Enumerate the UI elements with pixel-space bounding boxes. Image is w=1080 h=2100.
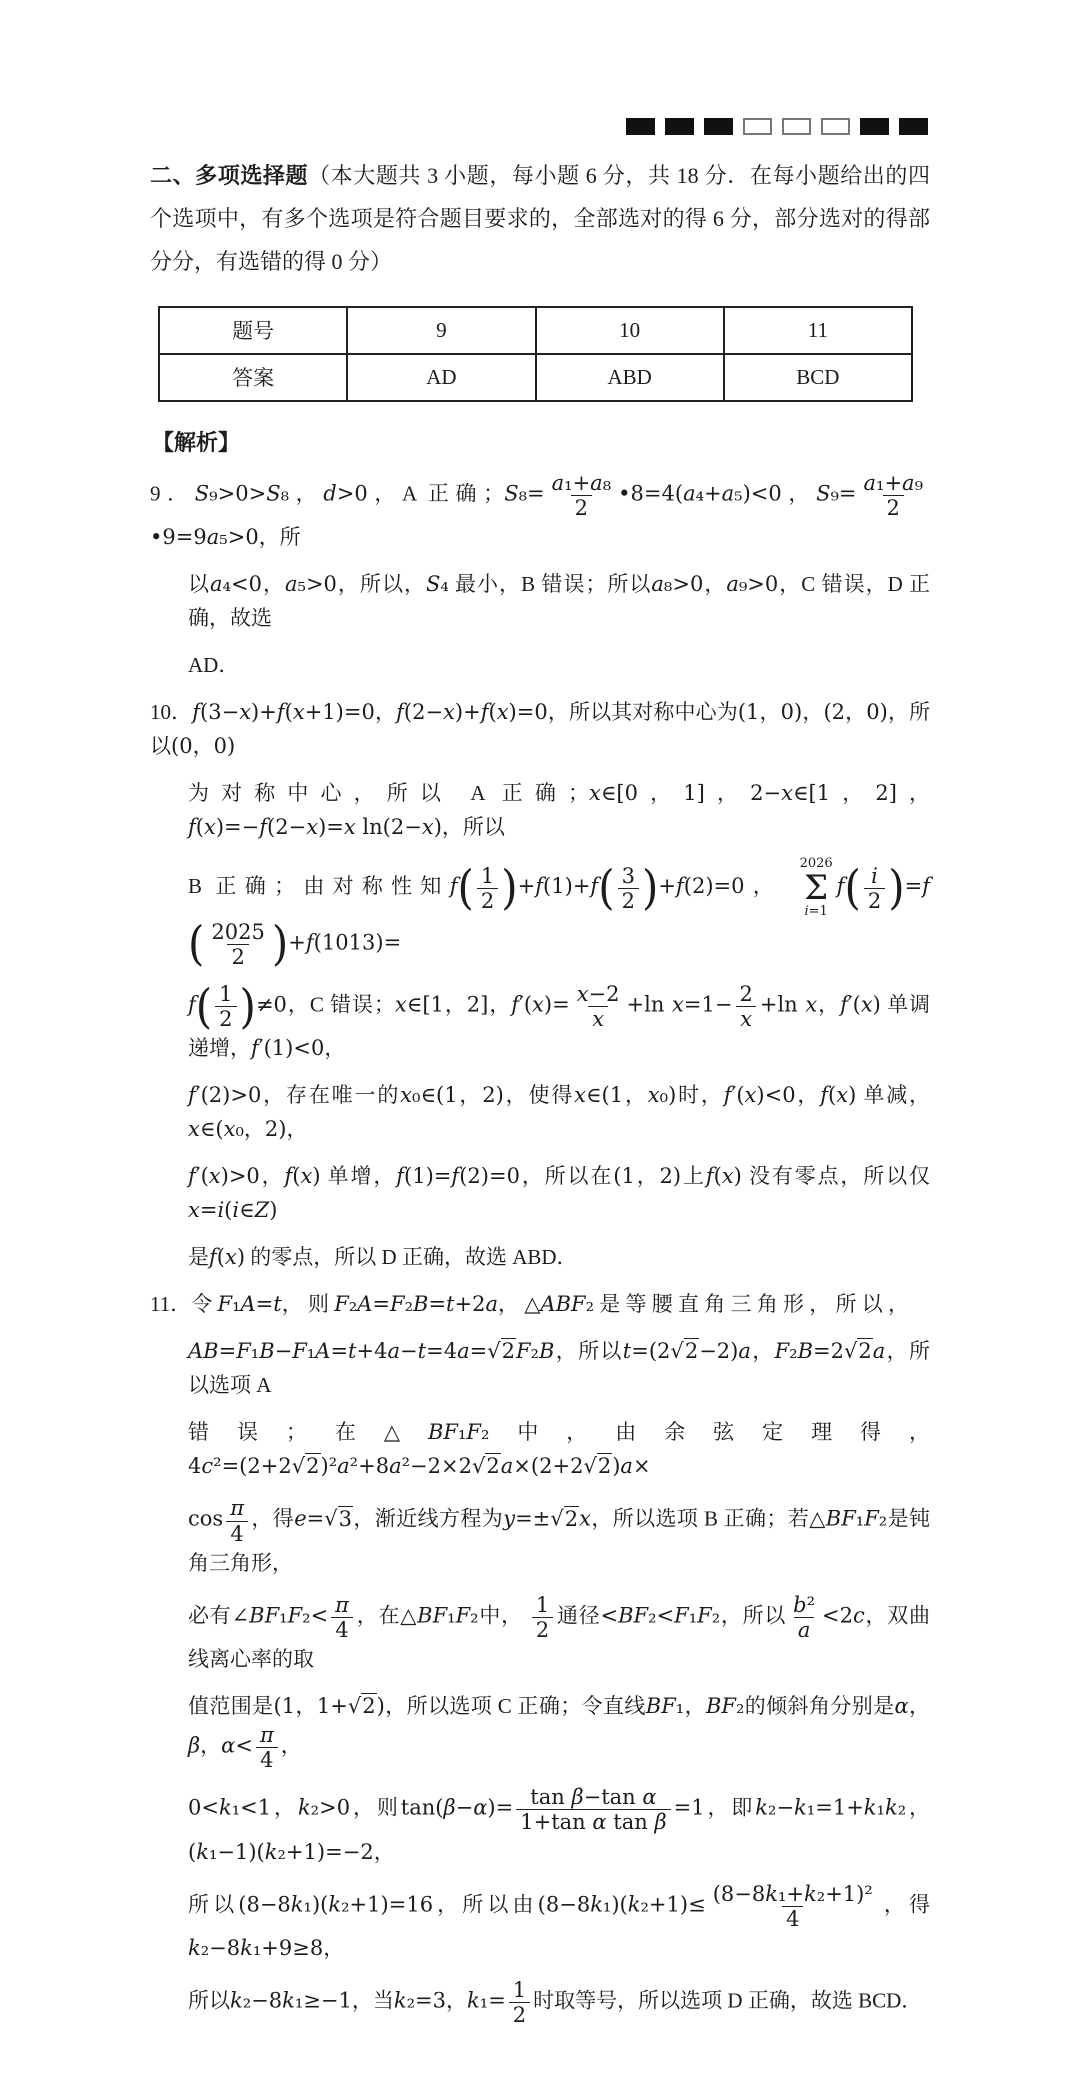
solution-line [150, 695, 930, 763]
math-run: k₂>0 [297, 1795, 351, 1820]
analysis-label: 【解析】 [152, 429, 241, 455]
text-run: ， [908, 1694, 931, 1718]
math-run: f(x) [705, 1164, 742, 1189]
text-run: ， [374, 700, 397, 725]
solution-item-11 [150, 1287, 930, 2027]
solution-line [188, 1882, 930, 1965]
math-run: x [579, 1506, 591, 1531]
math-run: 0<k₁<1 [188, 1795, 272, 1820]
math-run: f′(2)>0 [188, 1083, 262, 1108]
math-run: AB=F₁B−F₁A=t+4a−t=4a= [188, 1339, 488, 1364]
fraction: $\frac{1}{2}$ [477, 864, 498, 913]
text-run: ， [781, 481, 817, 506]
text-run: ， [684, 1694, 706, 1718]
solution-item-9 [150, 471, 930, 682]
registration-mark-empty [821, 118, 850, 135]
text-run: ，得 [251, 1506, 295, 1531]
text-run: ，所以选项 A [188, 1339, 930, 1398]
text-run: 时， [676, 1083, 724, 1108]
math-run: (8−8k₁)(k₂+1)≤ [537, 1892, 706, 1917]
fraction: $\frac{\text{b²}}{a}$ [793, 1592, 816, 1642]
square-root: √2 [670, 1339, 699, 1364]
math-run: f′(x)>0 [188, 1164, 260, 1189]
square-root: √2 [347, 1694, 376, 1718]
text-run: AD． [188, 653, 240, 677]
text-run: ， [795, 1083, 821, 1108]
table-row [159, 354, 912, 401]
math-run: x∈[0，1] [589, 781, 705, 806]
text-run: 单增， [320, 1164, 397, 1189]
text-run: ，即 [704, 1795, 756, 1820]
math-run: x∈(1，x₀) [574, 1083, 677, 1108]
math-run: +f(2)=0 [658, 874, 745, 899]
solution-line [188, 1078, 930, 1146]
fraction: $\frac{1}{2}$ [509, 1978, 530, 2027]
text-run: ， [896, 781, 931, 806]
math-run: (8−8k₁)(k₂+1)=16 [238, 1892, 434, 1917]
math-run: F₂B=2 [774, 1339, 845, 1364]
solution-line [188, 648, 930, 682]
math-run: F₁A=t [217, 1292, 282, 1317]
math-run: +ln x=1− [626, 992, 733, 1017]
solution-line [188, 1593, 930, 1676]
solution-line [188, 1240, 930, 1274]
solution-line [188, 1415, 930, 1483]
text-run: ，所以 [441, 815, 505, 840]
registration-mark-filled [899, 118, 928, 135]
math-run: f [188, 992, 196, 1017]
solution-line [188, 856, 930, 972]
math-run: y=± [503, 1506, 551, 1531]
registration-mark-filled [704, 118, 733, 135]
math-run: (1，1+ [273, 1694, 348, 1718]
math-run: x=i(i∈Z) [188, 1198, 278, 1223]
text-run: ，在 [355, 1603, 401, 1628]
table-cell: 10 [536, 307, 724, 354]
math-run: a₄<0 [210, 571, 262, 596]
math-run: S₉= [816, 481, 857, 506]
section-heading-title: 二、多项选择题 [150, 163, 309, 188]
math-run: △ABF₂ [524, 1292, 595, 1317]
registration-mark-filled [626, 118, 655, 135]
math-run: F₂A=F₂B=t+2a [334, 1292, 499, 1317]
table-cell: 题号 [159, 307, 347, 354]
text-run: 是 [188, 1245, 209, 1270]
math-run: α [894, 1694, 909, 1718]
square-root: √2 [844, 1339, 872, 1364]
text-run: ，所以选项 B 正确；若 [590, 1506, 810, 1531]
text-run: ， [802, 700, 824, 725]
registration-mark-empty [782, 118, 811, 135]
answer-table [158, 306, 913, 402]
text-run: 9． [150, 481, 195, 506]
math-run: BF₁ [645, 1694, 685, 1718]
solution-line [188, 567, 930, 635]
text-run: ， [704, 781, 751, 806]
solution-line [188, 1159, 930, 1227]
text-run: 11．令 [150, 1292, 218, 1317]
table-cell: 11 [724, 307, 912, 354]
math-run: △BF₁F₂ [809, 1506, 888, 1531]
solution-line [188, 1334, 930, 1402]
math-run: f′(x)= [511, 992, 570, 1017]
text-run: B 正确；由对称性知 [188, 874, 450, 899]
math-run: f′(x) [840, 992, 881, 1017]
fraction: $\frac{3}{2}$ [618, 864, 639, 913]
math-run: (2，0) [823, 700, 888, 725]
math-run: (1，0) [737, 700, 803, 725]
math-run: 4c²=(2+2 [188, 1454, 292, 1479]
text-run: ， [373, 1839, 395, 1864]
text-run: 时取等号，所以选项 D 正确，故选 BCD． [533, 1988, 923, 2013]
math-run: ∠BF₁F₂< [231, 1603, 329, 1628]
math-run: (1，2) [613, 1164, 682, 1189]
registration-mark-filled [860, 118, 889, 135]
registration-mark-empty [743, 118, 772, 135]
text-run: 10． [150, 700, 193, 725]
text-run: ，所以 [150, 700, 931, 759]
text-run: 中，由余弦定理得， [489, 1420, 931, 1445]
table-cell: ABD [536, 354, 724, 401]
fraction: $\frac{\pi}{4}$ [331, 1593, 353, 1642]
solution-line [188, 1785, 930, 1868]
text-run: ，渐近线方程为 [353, 1506, 504, 1531]
math-run: e= [294, 1506, 325, 1531]
text-run: 中， [478, 1603, 529, 1628]
fraction: $\frac{i}{2}$ [864, 864, 885, 913]
math-run: f′(1)<0 [251, 1036, 325, 1061]
text-run: ， [271, 1795, 298, 1820]
math-run: )a× [612, 1454, 651, 1479]
solution-line [188, 1689, 930, 1772]
math-run: f(x) [209, 1245, 246, 1270]
parenthesized-fraction: ( $\frac{1}{2}$ ) [195, 978, 256, 1034]
text-run: ，所以， [336, 571, 426, 596]
text-run: ， [259, 1164, 285, 1189]
solutions-container [150, 471, 930, 2028]
parenthesized-fraction: ( $\frac{1}{2}$ ) [457, 860, 518, 916]
solution-line [188, 978, 931, 1065]
math-run: <BF₂<F₁F₂ [600, 1603, 721, 1628]
section-heading-rest: （本大题共 3 小题，每小题 6 分，共 18 分．在每小题给出的四个选项中，有多个选项是符合题目要求的，全部选对的得 6 分，部分选对的得部分分，有选错的得 0 分） [150, 163, 930, 274]
math-run: S₈= [504, 481, 545, 506]
fraction: $\frac{\pi}{4}$ [226, 1496, 248, 1545]
math-run: k₂−8k₁≥−1 [230, 1988, 352, 2013]
solution-line [150, 1287, 930, 1321]
math-run: −2)a [699, 1339, 751, 1364]
text-run: ， [498, 1292, 525, 1317]
math-run: 2−x∈[1，2] [750, 781, 897, 806]
text-run: 值范围是 [188, 1694, 274, 1718]
text-run: ， [324, 1036, 346, 1061]
text-run: ，使得 [503, 1083, 575, 1108]
math-run: f′(x)<0 [723, 1083, 796, 1108]
text-run: ， [817, 992, 841, 1017]
table-cell: AD [347, 354, 535, 401]
text-run: ，存在唯一的 [261, 1083, 401, 1108]
text-run: 所以 [188, 1988, 230, 2013]
text-run: 的零点，所以 D 正确，故选 ABD． [245, 1245, 578, 1270]
math-run: ) [376, 1694, 385, 1718]
math-run: +ln x [759, 992, 818, 1017]
math-run: f(1)=f(2)=0 [396, 1164, 520, 1189]
text-run: 所以 [188, 1892, 239, 1917]
solution-line [188, 1978, 930, 2027]
fraction: $\frac{\text{(8−8k₁+k₂+1)²}}{4}$ [712, 1881, 873, 1931]
text-run: 是 等 腰 直 角 三 角 形 ， 所 以 ， [594, 1292, 910, 1317]
math-run: β [188, 1733, 201, 1758]
fraction: $\frac{2025}{2}$ [211, 919, 265, 969]
math-run: S₉>0>S₈ [194, 481, 289, 506]
text-run: ， [703, 571, 727, 596]
parenthesized-fraction: ( $\frac{3}{2}$ ) [598, 860, 659, 916]
text-run: ， [261, 571, 285, 596]
math-run: )²a²+8a²−2×2 [320, 1454, 472, 1479]
math-run: •8=4(a₄+a₅)<0 [618, 481, 782, 506]
text-run: 错误；在 [188, 1420, 384, 1445]
text-run: ，A 正确； [367, 481, 505, 506]
text-run: ，双曲线离心率的取 [188, 1603, 931, 1671]
text-run: 以 [188, 571, 211, 596]
math-run: (0，0) [171, 734, 236, 759]
section-heading [150, 155, 930, 284]
math-run: t=(2 [622, 1339, 671, 1364]
registration-mark-filled [665, 118, 694, 135]
text-run: ，当 [351, 1988, 394, 2013]
text-run: ， 则 [281, 1292, 335, 1317]
math-run: α< [221, 1733, 253, 1758]
fraction: $\frac{2}{x}$ [735, 982, 756, 1031]
text-run: ，所以 [720, 1603, 787, 1628]
square-root: √2 [487, 1339, 515, 1364]
math-run: f(x) [820, 1083, 857, 1108]
fraction: $\frac{\pi}{4}$ [256, 1723, 278, 1772]
solution-item-10 [150, 695, 930, 1274]
math-run: x∈(x₀，2) [188, 1117, 287, 1142]
fraction: $\frac{x-2}{x}$ [576, 981, 620, 1032]
text-run: ，所以选项 C 正确；令直线 [384, 1694, 646, 1718]
text-run: ，所以由 [433, 1892, 538, 1917]
math-run: k₂−k₁=1+k₁k₂ [755, 1795, 907, 1820]
text-run: 上 [681, 1164, 706, 1189]
square-root: √2 [471, 1454, 500, 1479]
text-run: ， [200, 1733, 222, 1758]
text-run: ，C 错误； [286, 992, 395, 1017]
text-run: ， [906, 1795, 931, 1820]
text-run: 没有零点，所以仅 [741, 1164, 930, 1189]
text-run: 单调递增， [188, 992, 931, 1061]
math-run: BF₂ [705, 1694, 745, 1718]
math-run: (k₁−1)(k₂+1)=−2 [188, 1839, 374, 1864]
text-run: ，得 [879, 1892, 931, 1917]
fraction: $\frac{\text{tan β−tan α}}{\text{1+tan α tan β}}$ [516, 1785, 670, 1834]
math-run: cos [188, 1506, 224, 1531]
math-run: tan(β−α)= [400, 1795, 514, 1820]
text-run: ，所 [258, 524, 301, 549]
math-run: k₂=3 [393, 1988, 447, 2013]
math-run: =1 [673, 1795, 705, 1820]
square-root: √2 [583, 1454, 612, 1479]
table-cell: 答案 [159, 354, 347, 401]
math-run: =f [904, 874, 930, 899]
solution-line [188, 1496, 930, 1579]
text-run: 为对称中心，所以 A 正确； [188, 781, 590, 806]
math-run: a₈>0 [651, 571, 704, 596]
math-run: S₄ [425, 571, 449, 596]
text-run: ， [446, 1988, 468, 2013]
math-run: f(2−x)+f(x)=0 [396, 700, 548, 725]
math-run: k₂−8k₁+9≥8 [188, 1935, 324, 1960]
square-root: √2 [550, 1506, 579, 1531]
fraction: $\frac{1}{2}$ [215, 982, 236, 1031]
math-run: f(3−x)+f(x+1)=0 [192, 700, 375, 725]
text-run: 最小，B 错误；所以 [448, 571, 652, 596]
square-root: √3 [324, 1506, 353, 1531]
text-run: 通径 [556, 1603, 601, 1628]
text-run: 是钝角三角形， [188, 1506, 931, 1575]
math-run: f(x) [284, 1164, 321, 1189]
solution-line [188, 776, 930, 844]
math-run: <2c [822, 1603, 865, 1628]
table-cell: BCD [724, 354, 912, 401]
text-run: ， [323, 1935, 345, 1960]
text-run: ， [286, 1117, 308, 1142]
fraction: $\frac{1}{2}$ [532, 1593, 553, 1642]
text-run: ，所以其对称中心为 [547, 700, 738, 725]
math-run: f [836, 874, 845, 899]
math-run: x₀∈(1，2) [400, 1083, 504, 1108]
math-run: d>0 [323, 481, 368, 506]
text-run: ， [750, 1339, 775, 1364]
table-cell: 9 [347, 307, 535, 354]
math-run: ≠0 [255, 992, 287, 1017]
fraction: $\frac{\text{a₁+a₉}}{2}$ [863, 470, 923, 520]
math-run: f(x)=−f(2−x)=x ln(2−x) [188, 815, 442, 840]
parenthesized-fraction: ( $\frac{2025}{2}$ ) [188, 916, 289, 972]
square-root: √2 [291, 1454, 320, 1479]
math-run: +f(1013)= [288, 930, 402, 955]
text-run: ，C 错误，D 正确，故选 [188, 571, 931, 630]
math-run: △BF₁F₂ [400, 1603, 479, 1628]
table-row [159, 307, 912, 354]
math-run: a×(2+2 [500, 1454, 584, 1479]
math-run: a₅>0 [284, 571, 337, 596]
summation-symbol: 2026 Σ i=1 [799, 856, 833, 920]
text-run: 单减， [856, 1083, 931, 1108]
text-run: ， [488, 992, 512, 1017]
math-run: a₉>0 [726, 571, 779, 596]
text-run: ，所以 [554, 1339, 623, 1364]
text-run: ， [744, 874, 796, 899]
text-run: ， [280, 1733, 302, 1758]
parenthesized-fraction: ( $\frac{i}{2}$ ) [844, 860, 905, 916]
solution-line [150, 471, 930, 554]
fraction: $\frac{\text{a₁+a₈}}{2}$ [551, 470, 612, 520]
math-run: a [872, 1339, 886, 1364]
math-run: •9=9a₅>0 [150, 524, 259, 549]
math-run: △BF₁F₂ [383, 1420, 490, 1445]
text-run: 必有 [188, 1603, 232, 1628]
text-run: ，所以在 [519, 1164, 614, 1189]
text-run: 的倾斜角分别是 [744, 1694, 895, 1718]
registration-marks [150, 118, 928, 135]
text-run: ，则 [350, 1795, 401, 1820]
math-run: f [449, 874, 458, 899]
math-run: F₂B [515, 1339, 555, 1364]
math-run: x∈[1，2] [394, 992, 489, 1017]
math-run: k₁= [467, 1988, 506, 2013]
text-run: ， [289, 481, 324, 506]
math-run: +f(1)+f [517, 874, 599, 899]
